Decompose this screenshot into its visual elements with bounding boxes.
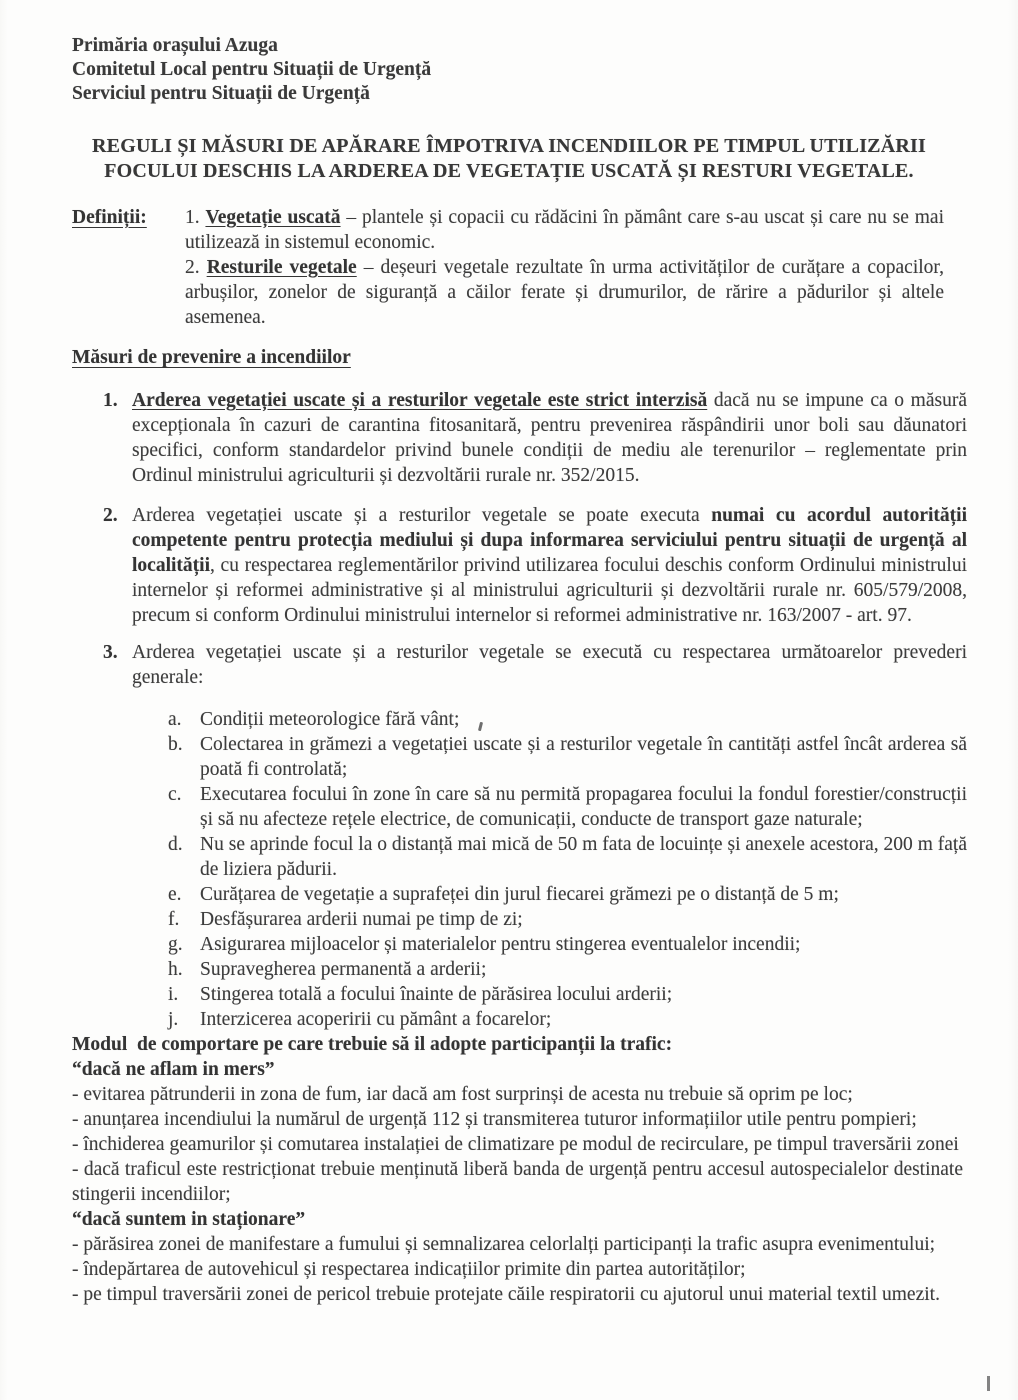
list-item-j-text: Interzicerea acoperirii cu pământ a focarelor; (200, 1009, 552, 1030)
document-header (0, 0, 1018, 106)
list-item-g-letter: g. (168, 934, 183, 955)
measure-item-1 (0, 388, 1018, 488)
measure-item-1-bold-lead: Arderea vegetației uscate și a resturilor vegetale este strict interzisă (132, 390, 708, 411)
definition-2-number: 2. (185, 257, 207, 278)
list-item-i-text: Stingerea totală a focului înainte de părăsirea locului arderii; (200, 984, 673, 1005)
list-item-e-text: Curățarea de vegetație a suprafeței din jurul fiecarei grămezi pe o distanță de 5 m; (200, 884, 839, 905)
definition-1-term: Vegetație uscată (205, 207, 341, 228)
traffic-behaviour-section (0, 1032, 1018, 1307)
list-item-a-letter: a. (168, 709, 182, 730)
measure-item-2-lead: Arderea vegetației uscate și a resturilor vegetale se poate executa (132, 505, 712, 526)
measure-item-2-bold-mid: numai cu acordul autorității competente pentru protecția mediului și dupa informarea serviciului pentru situații de urgență al localității (132, 505, 967, 576)
list-item-g (0, 932, 1018, 957)
list-item-a (0, 707, 1018, 732)
list-item-d-text: Nu se aprinde focul la o distanță mai mică de 50 m fata de locuințe și anexele acestora, 200 m față de liziera pădurii. (200, 834, 967, 880)
list-item-g-text: Asigurarea mijloacelor și materialelor pentru stingerea eventualelor incendii; (200, 934, 801, 955)
list-item-e-letter: e. (168, 884, 182, 905)
list-item-c-letter: c. (168, 784, 182, 805)
list-item-f-text: Desfășurarea arderii numai pe timp de zi; (200, 909, 523, 930)
definitions-section (0, 205, 1018, 330)
traffic-stationary-subheading: “dacă suntem in staționare” (72, 1209, 306, 1230)
definition-1-text: – plantele și copacii cu rădăcini în pământ care s-au uscat și care nu se mai utilizează in sistemul economic. (185, 207, 945, 253)
list-item-j (0, 1007, 1018, 1032)
list-item-h (0, 957, 1018, 982)
definition-2-term: Resturile vegetale (206, 257, 357, 278)
list-item-b (0, 732, 1018, 782)
list-item-e (0, 882, 1018, 907)
prevention-measures-heading: Măsuri de prevenire a incendiilor (72, 347, 351, 368)
list-item-c-text: Executarea focului în zone în care să nu permită propagarea focului la fondul forestier/construcții și să nu afecteze rețele electrice, de comunicații, conducte de transport gaze naturale; (200, 784, 967, 830)
list-item-b-letter: b. (168, 734, 183, 755)
traffic-moving-item-4: - dacă traficul este restricționat trebuie menținută liberă banda de urgență pentru accesul autospecialelor destinate stingerii incendiilor; (72, 1159, 963, 1205)
list-item-a-text: Condiții meteorologice fără vânt; (200, 709, 460, 730)
measure-item-3-number: 3. (103, 642, 118, 663)
list-item-f (0, 907, 1018, 932)
document-title (0, 134, 1018, 184)
list-item-h-text: Supravegherea permanentă a arderii; (200, 959, 487, 980)
list-item-j-letter: j. (168, 1009, 179, 1030)
definition-2-text: – deșeuri vegetale rezultate în urma activităților de curățare a copacilor, arbușilor, zonelor de siguranță a căilor ferate și drumurilor, de rărire a pădurilor și altele asemenea. (185, 257, 945, 328)
traffic-moving-subheading: “dacă ne aflam in mers” (72, 1059, 275, 1080)
list-item-h-letter: h. (168, 959, 183, 980)
traffic-moving-item-1: - evitarea pătrunderii in zona de fum, iar dacă am fost surprinși de acesta nu trebuie să oprim pe loc; (72, 1084, 853, 1105)
measure-item-2-rest: , cu respectarea reglementărilor privind utilizarea focului deschis conform Ordinului ministrului internelor și reformei administrative și al ministrului agriculturii și dezvoltării rurale nr. 605/579/2008, precum si conform Ordinului ministrului internelor si reformei administrative nr. 163/2007 - art. 97. (132, 555, 967, 626)
traffic-stationary-item-1: - părăsirea zonei de manifestare a fumului și semnalizarea celorlalți participanți la trafic asupra evenimentului; (72, 1234, 936, 1255)
list-item-b-text: Colectarea in grămezi a vegetației uscate și a resturilor vegetale în cantități astfel încât arderea să poată fi controlată; (200, 734, 967, 780)
traffic-moving-item-2: - anunțarea incendiului la numărul de urgență 112 și transmiterea tuturor informațiilor utile pentru pompieri; (72, 1109, 917, 1130)
list-item-i-letter: i. (168, 984, 179, 1005)
list-item-f-letter: f. (168, 909, 180, 930)
measure-item-2-number: 2. (103, 505, 118, 526)
traffic-moving-item-3: - închiderea geamurilor și comutarea instalației de climatizare pe modul de recirculare, pe timpul traversării zonei (72, 1134, 959, 1155)
header-org-line-2: Comitetul Local pentru Situații de Urgență (72, 59, 432, 80)
measure-item-1-rest: dacă nu se impune ca o măsură excepționala în cazuri de carantina fitosanitară, pentru prevenirea răspândirii unor boli sau dăunatori specifici, conform standardelor privind bunele condiții de mediu ale terenurilor – reglementate prin Ordinul ministrului agriculturii și dezvoltării rurale nr. 352/2015. (132, 390, 967, 486)
list-item-d-letter: d. (168, 834, 183, 855)
scan-artifact-corner (987, 1376, 990, 1391)
definitions-body (185, 205, 946, 330)
measure-item-3-text: Arderea vegetației uscate și a resturilor vegetale se execută cu respectarea următoarelor prevederi generale: (132, 642, 967, 688)
header-org-line-3: Serviciul pentru Situații de Urgență (72, 83, 370, 104)
general-provisions-list (0, 707, 1018, 1032)
measure-item-2-text (132, 503, 967, 628)
measure-item-1-text (132, 388, 967, 488)
document-title-line-1: REGULI ȘI MĂSURI DE APĂRARE ÎMPOTRIVA INCENDIILOR PE TIMPUL UTILIZĂRII (92, 135, 926, 157)
measure-item-3 (0, 640, 1018, 690)
list-item-c (0, 782, 1018, 832)
header-org-line-1: Primăria orașului Azuga (72, 35, 278, 56)
traffic-stationary-item-2: - îndepărtarea de autovehicul și respectarea indicațiilor primite din partea autorităților; (72, 1259, 746, 1280)
definition-1-number: 1. (185, 207, 206, 228)
measure-item-2 (0, 503, 1018, 628)
traffic-behaviour-heading: Modul de comportare pe care trebuie să il adopte participanții la trafic: (72, 1034, 673, 1055)
traffic-stationary-item-3: - pe timpul traversării zonei de pericol trebuie protejate căile respiratorii cu ajutorul unui material textil umezit. (72, 1284, 940, 1305)
document-title-line-2: FOCULUI DESCHIS LA ARDEREA DE VEGETAȚIE USCATĂ ȘI RESTURI VEGETALE. (104, 160, 914, 182)
measure-item-1-number: 1. (103, 390, 118, 411)
definitions-label: Definiții: (72, 207, 147, 228)
list-item-i (0, 982, 1018, 1007)
list-item-d (0, 832, 1018, 882)
